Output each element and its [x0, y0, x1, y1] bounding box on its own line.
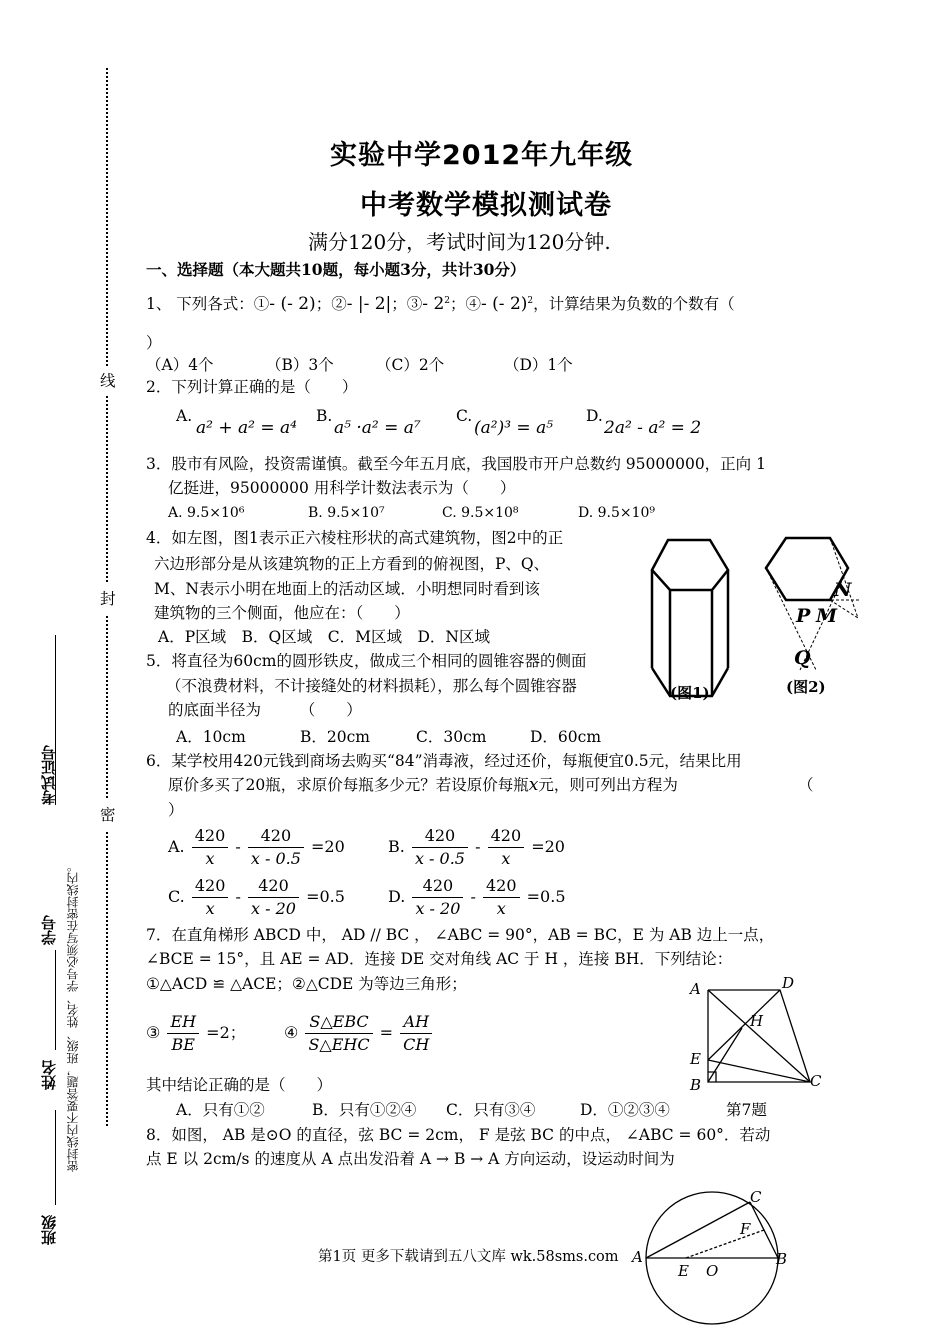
q7-c3-den: BE	[171, 1035, 195, 1054]
q6-d-label: D.	[388, 887, 406, 906]
q6-c-n2: 420	[248, 875, 299, 898]
label-p: P	[796, 605, 811, 627]
q6-option-d	[388, 872, 566, 922]
field-exam-id: 考试证号	[40, 745, 58, 805]
q6-a-label: A.	[168, 837, 185, 856]
q6-c-d1: x	[205, 899, 215, 918]
q3-option-a: A. 9.5×10⁶	[168, 505, 245, 521]
q5-line-3: 的底面半径为 （ ）	[168, 701, 362, 719]
q2-stem: 2．下列计算正确的是（ ）	[146, 378, 358, 396]
q7-c3-frac	[167, 1011, 199, 1056]
q3-option-d: D. 9.5×10⁹	[578, 505, 656, 521]
q5-option-b: B．20cm	[300, 728, 370, 746]
hex-prism-figure	[652, 540, 728, 696]
q7-line-1: 7．在直角梯形 ABCD 中， AD // BC ， ∠ABC = 90°，AB = BC，E 为 AB 边上一点，	[146, 926, 775, 944]
q6-c-rhs: =0.5	[306, 887, 345, 906]
title-line-2: 中考数学模拟测试卷	[360, 190, 612, 221]
fig1-caption: (图1)	[670, 684, 710, 702]
q4-figures	[640, 528, 870, 708]
q1-sep-3: ；③	[391, 295, 423, 314]
q8-label-o: O	[706, 1262, 719, 1280]
q1-expr-2: - |- 2|	[346, 294, 392, 315]
q5-line-2: （不浪费材料，不计接缝处的材料损耗），那么每个圆锥容器	[166, 677, 577, 695]
q2-b-expr: a⁵ ·a² = a⁷	[334, 418, 421, 438]
q6-a-n1: 420	[192, 825, 229, 848]
q4-line-2: 六边形部分是从该建筑物的正上方看到的俯视图，P、Q、	[154, 555, 550, 573]
q4-line-3: M、N表示小明在地面上的活动区域．小明想同时看到该	[154, 580, 540, 598]
q1-option-b: （B）3个	[266, 356, 334, 374]
q7-c4-n1: S△EBC	[305, 1011, 372, 1034]
q1-option-a: （A）4个	[146, 356, 214, 374]
q1-option-c: （C）2个	[376, 356, 445, 374]
q7-conclusion-4	[284, 1008, 434, 1058]
q6-c-d2: x - 20	[251, 899, 296, 918]
field-student-id: 学号	[40, 915, 58, 945]
fig2-caption: (图2)	[786, 678, 826, 696]
q1-close: ）	[146, 334, 162, 352]
q1-option-d: （D）1个	[504, 356, 573, 374]
q7-c4-d1: S△EHC	[308, 1035, 370, 1054]
q6-b-label: B.	[388, 837, 405, 856]
q7-c4-eq: =	[379, 1023, 394, 1042]
section-heading: 一、选择题（本大题共10题，每小题3分，共计30分）	[146, 260, 526, 279]
field-student-id-line	[55, 950, 57, 1050]
q3-option-c: C. 9.5×10⁸	[442, 505, 519, 521]
q6-b-frac1	[412, 825, 468, 870]
q6-d-frac2	[483, 875, 520, 920]
q6-line-2a: 原价多买了20瓶，求原价每瓶多少元？若设原价每瓶	[168, 776, 529, 794]
q6-b-frac2	[488, 825, 525, 870]
q1-expr-4: - (- 2)	[481, 294, 528, 315]
q7-c4-frac2	[400, 1011, 432, 1056]
q7-c3-rhs: =2	[206, 1023, 230, 1042]
q6-b-d1: x - 0.5	[414, 849, 465, 868]
q6-option-b	[388, 822, 565, 872]
q6-var-x: x	[528, 775, 539, 795]
q6-b-n1: 420	[412, 825, 468, 848]
q6-line-2b: 元，则可列出方程为	[538, 776, 678, 794]
q4-options: A．P区域 B．Q区域 C．M区域 D．N区域	[158, 628, 490, 646]
q8-line-2: 点 E 以 2cm/s 的速度从 A 点出发沿着 A → B → A 方向运动，设运动时间为	[146, 1150, 675, 1168]
q3-line-1: 3．股市有风险，投资需谨慎。截至今年五月底，我国股市开户总数约 95000000，正向 1	[146, 455, 766, 473]
label-n: N	[834, 579, 852, 601]
q8-label-e: E	[678, 1262, 689, 1280]
q6-a-d1: x	[205, 849, 215, 868]
q2-b-label: B.	[316, 407, 333, 425]
q1-sep-4: ；④	[450, 295, 482, 314]
q7-c3-sep: ；	[229, 1023, 246, 1042]
q6-d-d1: x - 20	[415, 899, 461, 918]
q6-option-a	[168, 822, 345, 872]
q1-stem	[146, 288, 735, 317]
q6-d-op: -	[470, 887, 476, 906]
q2-a-label: A.	[176, 407, 193, 425]
q6-line-1: 6．某学校用420元钱到商场去购买“84”消毒液，经过还价，每瓶便宜0.5元，结果比用	[146, 752, 742, 770]
q7-option-a: A．只有①②	[176, 1101, 265, 1119]
q6-a-frac2	[248, 825, 304, 870]
q6-b-n2: 420	[488, 825, 525, 848]
q7-c4-label: ④	[284, 1023, 299, 1042]
seal-char-line: 线	[100, 366, 116, 396]
q6-line-2	[168, 772, 678, 798]
q6-c-label: C.	[168, 887, 185, 906]
q7-line-2: ∠BCE = 15°，且 AE = AD．连接 DE 交对角线 AC 于 H ，连接 BH．下列结论：	[146, 950, 733, 968]
q7-label-c: C	[810, 1072, 822, 1090]
q5-option-a: A．10cm	[176, 728, 246, 746]
seal-notice: 密封线内不要答题，班级、姓名、学号必须写在密封线内。	[66, 860, 80, 1172]
title-line-1: 实验中学2012年九年级	[330, 140, 634, 171]
q6-c-n1: 420	[192, 875, 229, 898]
label-q: Q	[794, 647, 811, 669]
q6-b-op: -	[475, 837, 481, 856]
field-class: 班级	[40, 1215, 58, 1245]
q6-paren-close: ）	[168, 801, 184, 819]
q7-c4-frac1	[305, 1011, 372, 1056]
field-name: 姓名	[40, 1060, 58, 1090]
q3-line-2: 亿挺进，95000000 用科学计数法表示为（ ）	[168, 479, 516, 497]
q6-d-rhs: =0.5	[526, 887, 566, 906]
q6-a-op: -	[235, 837, 241, 856]
q2-c-label: C.	[456, 407, 473, 425]
field-exam-id-line	[55, 635, 57, 805]
q2-c-expr: (a²)³ = a⁵	[474, 418, 554, 438]
q7-fig-caption: 第7题	[726, 1101, 767, 1119]
q1-expr-1: - (- 2)	[269, 294, 316, 315]
region-lines	[766, 538, 860, 670]
q6-d-d2: x	[496, 899, 506, 918]
q7-conclusion-3	[146, 1008, 246, 1058]
q6-d-n1: 420	[412, 875, 463, 898]
q6-a-frac1	[192, 825, 229, 870]
q7-c4-n2: AH	[400, 1011, 432, 1034]
q4-line-4: 建筑物的三个侧面，他应在：（ ）	[154, 604, 410, 622]
q3-option-b: B. 9.5×10⁷	[308, 505, 385, 521]
q8-label-b: B	[776, 1250, 788, 1268]
q7-line-5: 其中结论正确的是（ ）	[146, 1076, 333, 1094]
q6-c-op: -	[235, 887, 241, 906]
q8-label-c: C	[750, 1188, 762, 1206]
q1-exp-4: 2	[527, 296, 534, 306]
page-footer: 第1页 更多下载请到五八文库 wk.58sms.com	[318, 1249, 619, 1265]
q2-d-expr: 2a² - a² = 2	[604, 418, 702, 438]
q7-label-d: D	[782, 974, 795, 992]
q1-stem-a: 1、 下列各式：①	[146, 295, 270, 314]
q7-trapezoid-figure	[682, 970, 832, 1094]
q7-c3-label: ③	[146, 1023, 161, 1042]
q5-option-c: C．30cm	[416, 728, 487, 746]
q6-b-rhs: =20	[531, 837, 565, 856]
q7-label-h: H	[750, 1012, 764, 1030]
q6-a-n2: 420	[248, 825, 304, 848]
q7-option-d: D．①②③④	[580, 1101, 670, 1119]
q6-d-n2: 420	[483, 875, 520, 898]
q1-stem-b: ，计算结果为负数的个数有（	[533, 295, 735, 314]
label-m: M	[816, 605, 838, 627]
seal-char-seal: 封	[100, 584, 116, 614]
seal-char-secret: 密	[100, 800, 116, 830]
q8-circle-figure	[630, 1188, 800, 1338]
q6-c-frac2	[248, 875, 299, 920]
q8-line-1: 8．如图， AB 是⊙O 的直径，弦 BC = 2cm， F 是弦 BC 的中点， ∠ABC = 60°．若动	[146, 1126, 771, 1144]
q2-d-label: D.	[586, 407, 603, 425]
q5-line-1: 5．将直径为60cm的圆形铁皮，做成三个相同的圆锥容器的侧面	[146, 652, 587, 670]
q7-label-a: A	[690, 980, 701, 998]
q7-c4-d2: CH	[403, 1035, 430, 1054]
q6-d-frac1	[412, 875, 463, 920]
q8-label-a: A	[632, 1248, 643, 1266]
q6-a-d2: x - 0.5	[250, 849, 301, 868]
q7-c3-num: EH	[167, 1011, 199, 1034]
q1-sep-2: ；②	[315, 295, 347, 314]
q6-b-d2: x	[501, 849, 511, 868]
q7-option-c: C．只有③④	[446, 1101, 536, 1119]
q6-a-rhs: =20	[311, 837, 345, 856]
q6-paren-open: （	[798, 776, 814, 794]
field-name-line	[55, 1110, 57, 1205]
subtitle: 满分120分，考试时间为120分钟.	[308, 230, 611, 254]
q8-label-f: F	[740, 1220, 751, 1238]
q6-c-frac1	[192, 875, 229, 920]
q7-label-e: E	[690, 1050, 701, 1068]
q4-line-1: 4．如左图，图1表示正六棱柱形状的高式建筑物，图2中的正	[146, 529, 564, 547]
q1-exp-3: 2	[444, 296, 450, 306]
q7-option-b: B．只有①②④	[312, 1101, 417, 1119]
q7-label-b: B	[690, 1076, 702, 1094]
q5-option-d: D．60cm	[530, 728, 602, 746]
q1-expr-3: - 2	[422, 294, 445, 315]
q2-a-expr: a² + a² = a⁴	[196, 418, 297, 438]
q7-line-3: ①△ACD ≌ △ACE；②△CDE 为等边三角形；	[146, 975, 467, 993]
q6-option-c	[168, 872, 345, 922]
